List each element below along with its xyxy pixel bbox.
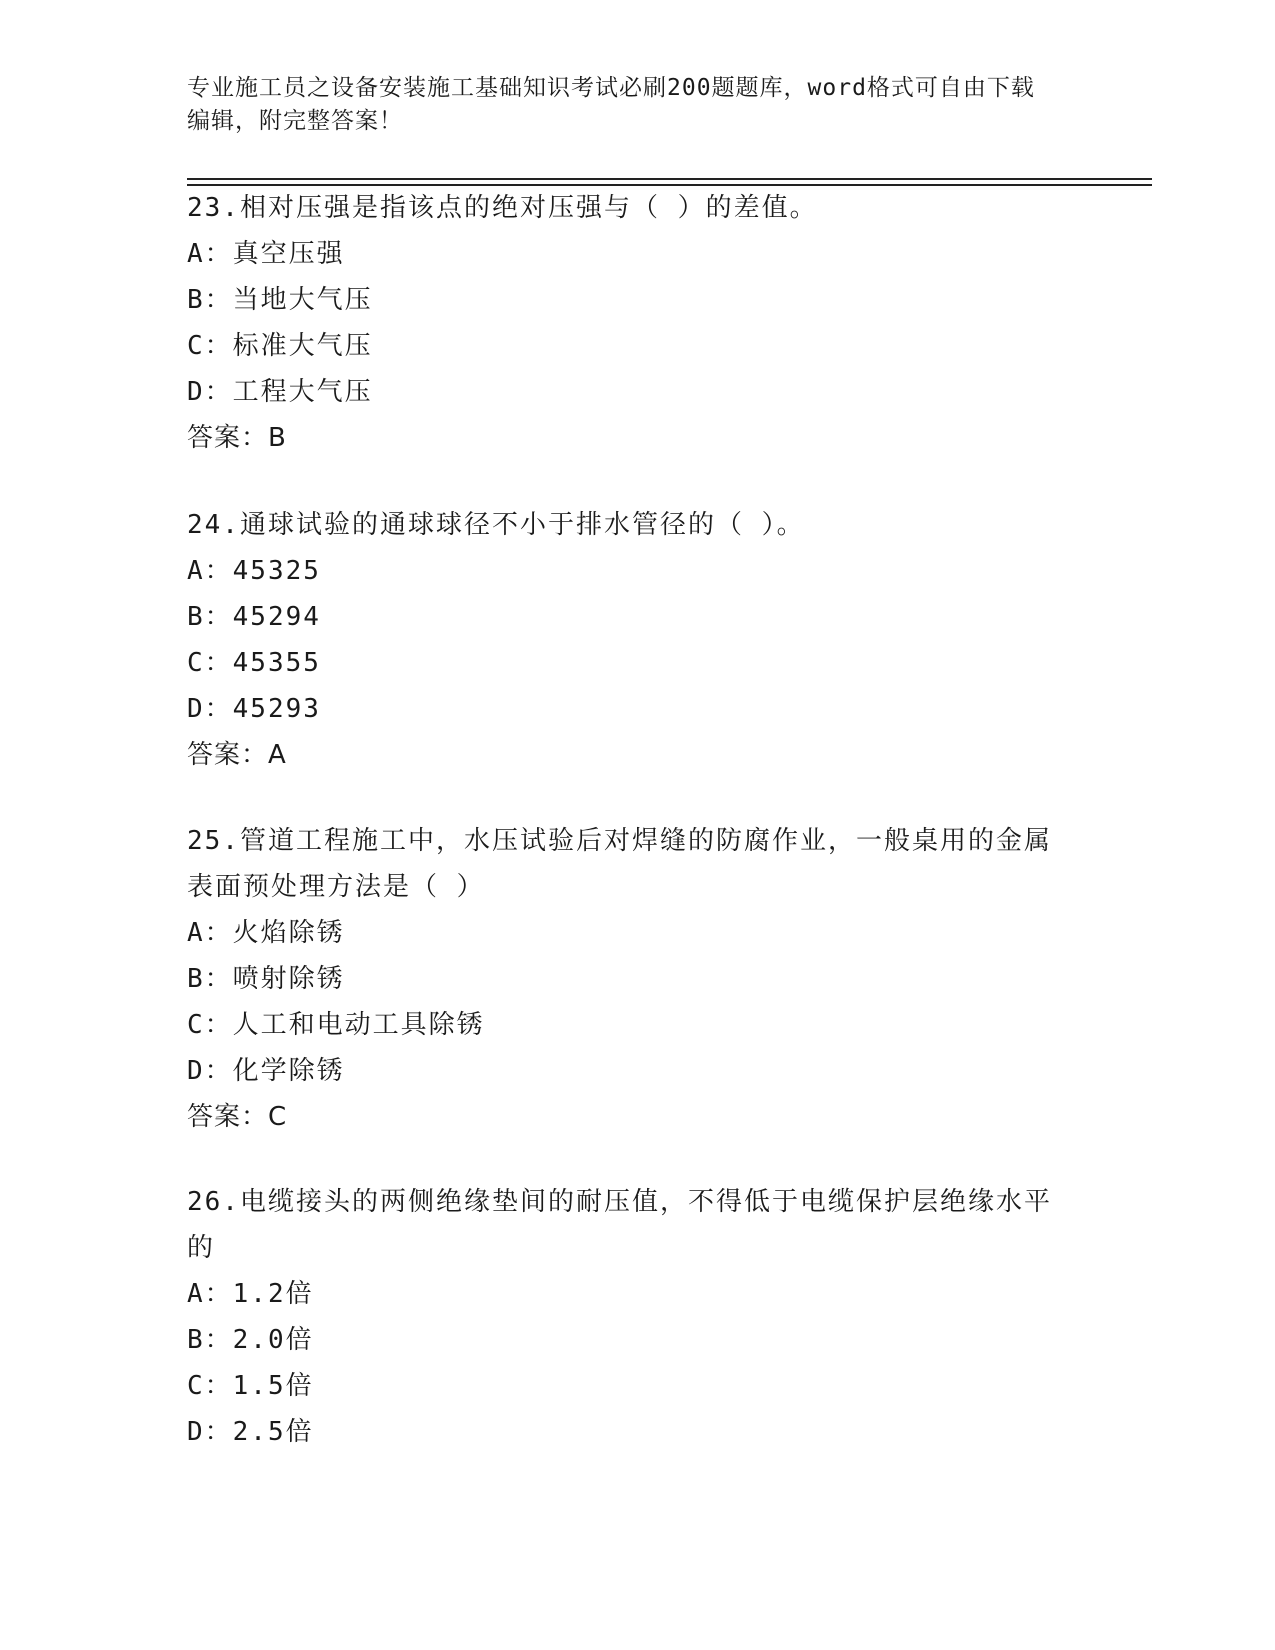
question-stem-line-1: 26.电缆接头的两侧绝缘垫间的耐压值，不得低于电缆保护层绝缘水平 (187, 1187, 1052, 1217)
question-23 (187, 185, 1087, 461)
option-b: B：喷射除锈 (187, 964, 345, 994)
option-c: C：45355 (187, 648, 321, 678)
question-stem: 23.相对压强是指该点的绝对压强与（ ）的差值。 (187, 193, 818, 223)
question-stem-line-1: 25.管道工程施工中，水压试验后对焊缝的防腐作业，一般桌用的金属 (187, 826, 1052, 856)
question-stem-line-2: 的 (187, 1233, 216, 1263)
question-26 (187, 1179, 1087, 1455)
option-a: A：真空压强 (187, 239, 345, 269)
question-24 (187, 502, 1087, 778)
option-a: A：45325 (187, 556, 321, 586)
option-c: C：1.5倍 (187, 1371, 314, 1401)
answer-label: 答案：A (187, 740, 287, 770)
header-divider-top (187, 178, 1152, 180)
option-a: A：火焰除锈 (187, 918, 345, 948)
answer-label: 答案：C (187, 1102, 288, 1132)
header-line-1: 专业施工员之设备安装施工基础知识考试必刷200题题库，word格式可自由下载 (187, 75, 1035, 101)
option-c: C：标准大气压 (187, 331, 373, 361)
option-d: D：45293 (187, 694, 321, 724)
option-d: D：工程大气压 (187, 377, 373, 407)
document-header (187, 72, 1067, 138)
option-c: C：人工和电动工具除锈 (187, 1010, 485, 1040)
question-25 (187, 818, 1087, 1140)
option-b: B：当地大气压 (187, 285, 373, 315)
option-d: D：化学除锈 (187, 1056, 345, 1086)
answer-label: 答案：B (187, 423, 287, 453)
question-stem: 24.通球试验的通球球径不小于排水管径的（ ）。 (187, 510, 805, 540)
option-a: A：1.2倍 (187, 1279, 314, 1309)
header-line-2: 编辑，附完整答案！ (187, 108, 403, 134)
option-d: D：2.5倍 (187, 1417, 314, 1447)
option-b: B：2.0倍 (187, 1325, 314, 1355)
option-b: B：45294 (187, 602, 321, 632)
question-stem-line-2: 表面预处理方法是（ ） (187, 872, 485, 902)
